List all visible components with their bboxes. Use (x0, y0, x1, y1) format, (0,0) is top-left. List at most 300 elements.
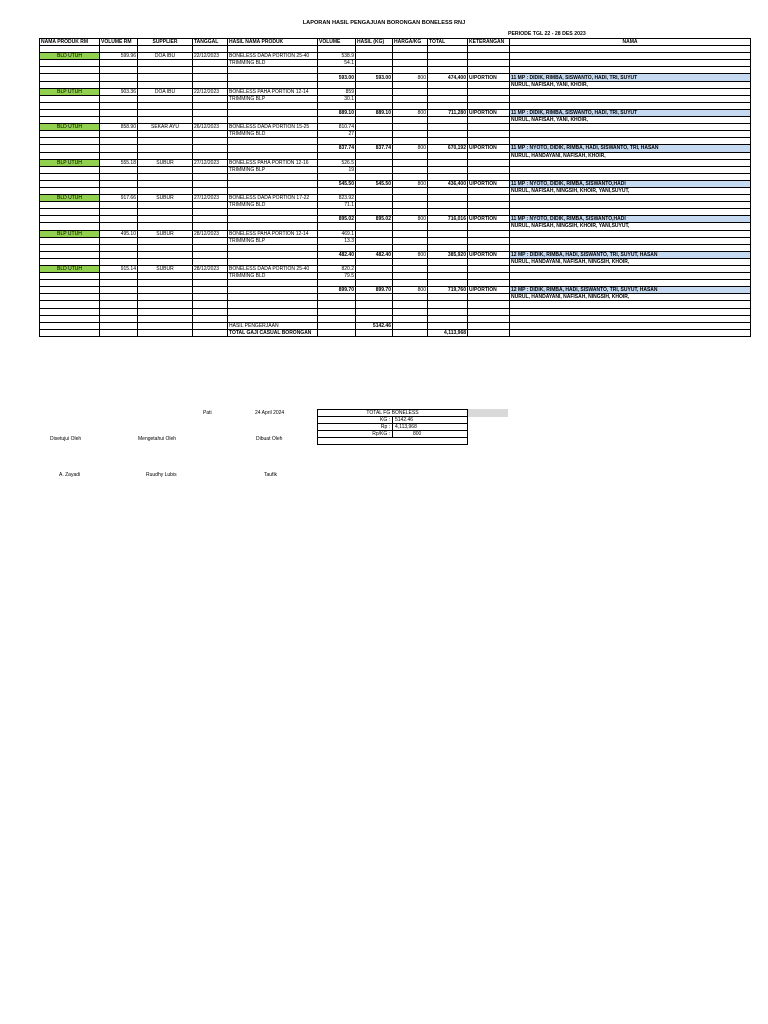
table-cell (468, 273, 510, 280)
table-cell (228, 251, 318, 258)
table-row (40, 230, 751, 237)
table-cell (468, 138, 510, 145)
table-row (40, 251, 751, 258)
result-kg: 482.40 (356, 251, 393, 258)
total-wage-value: 4,113,968 (428, 329, 468, 336)
table-cell (100, 67, 138, 74)
table-cell (393, 301, 428, 308)
column-header: TOTAL (428, 39, 468, 46)
supplier: DOA IBU (138, 53, 193, 60)
product-volume: 820.2 (318, 266, 356, 273)
table-cell (193, 237, 228, 244)
table-cell (318, 322, 356, 329)
table-cell (510, 173, 751, 180)
table-cell (193, 145, 228, 152)
remarks: U/PORTION (468, 251, 510, 258)
table-cell (393, 88, 428, 95)
table-cell (318, 67, 356, 74)
worker-names: 11 MP : NYOTO, DIDIK, RIMBA, HADI, SISWANTO, TRI, HASAN (510, 145, 751, 152)
table-cell (468, 60, 510, 67)
table-cell (318, 329, 356, 336)
table-cell (100, 251, 138, 258)
table-cell (100, 216, 138, 223)
table-cell (356, 237, 393, 244)
product-volume: 19 (318, 166, 356, 173)
approver-name: A. Zayadi (59, 472, 81, 478)
table-cell (510, 166, 751, 173)
table-cell (468, 102, 510, 109)
table-cell (100, 315, 138, 322)
table-cell (356, 166, 393, 173)
table-cell (510, 67, 751, 74)
column-header: KETERANGAN (468, 39, 510, 46)
table-cell (318, 117, 356, 124)
table-cell (393, 187, 428, 194)
product-name: TRIMMING BLP (228, 166, 318, 173)
table-cell (193, 287, 228, 294)
table-cell (100, 173, 138, 180)
table-cell (510, 60, 751, 67)
summary-rp-label: Rp : (318, 424, 393, 431)
table-cell (100, 60, 138, 67)
total-amount: 385,920 (428, 251, 468, 258)
table-cell (510, 280, 751, 287)
date: 28/12/2023 (193, 266, 228, 273)
table-cell (356, 258, 393, 265)
supplier: DOA IBU (138, 88, 193, 95)
table-cell (356, 46, 393, 53)
table-cell (393, 308, 428, 315)
table-cell (468, 244, 510, 251)
product-name: BONELESS DADA PORTION 17-22 (228, 195, 318, 202)
table-cell (393, 53, 428, 60)
price-per-kg: 800 (393, 145, 428, 152)
table-row (40, 95, 751, 102)
table-cell (428, 223, 468, 230)
product-name: BONELESS PAHA PORTION 12-16 (228, 159, 318, 166)
table-cell (228, 280, 318, 287)
table-cell (228, 74, 318, 81)
raw-material-name: BLD UTUH (40, 266, 100, 273)
table-cell (393, 237, 428, 244)
table-cell (100, 166, 138, 173)
summary-box (317, 409, 468, 445)
table-cell (468, 294, 510, 301)
table-cell (40, 81, 100, 88)
table-cell (193, 244, 228, 251)
table-cell (393, 173, 428, 180)
table-cell (428, 152, 468, 159)
table-cell (228, 308, 318, 315)
table-cell (510, 46, 751, 53)
table-row (40, 258, 751, 265)
table-cell (40, 287, 100, 294)
table-cell (138, 46, 193, 53)
column-header: HASIL NAMA PRODUK (228, 39, 318, 46)
raw-material-volume: 903.36 (100, 88, 138, 95)
table-cell (40, 95, 100, 102)
table-cell (393, 124, 428, 131)
table-cell (356, 230, 393, 237)
table-cell (356, 88, 393, 95)
table-cell (428, 322, 468, 329)
table-cell (428, 102, 468, 109)
supplier: SUBUR (138, 195, 193, 202)
summary-rpkg-value: 800 (393, 431, 468, 438)
table-cell (228, 152, 318, 159)
table-cell (428, 294, 468, 301)
table-cell (510, 138, 751, 145)
date: 27/12/2023 (193, 159, 228, 166)
table-cell (356, 159, 393, 166)
table-cell (40, 173, 100, 180)
table-cell (100, 117, 138, 124)
table-cell (393, 202, 428, 209)
table-cell (138, 187, 193, 194)
table-cell (193, 109, 228, 116)
table-cell (468, 322, 510, 329)
table-row (40, 124, 751, 131)
table-cell (193, 180, 228, 187)
table-cell (356, 244, 393, 251)
table-cell (393, 315, 428, 322)
table-cell (393, 60, 428, 67)
table-cell (468, 308, 510, 315)
table-cell (356, 266, 393, 273)
table-cell (468, 223, 510, 230)
summary-kg-label: KG : (318, 417, 393, 424)
table-cell (40, 131, 100, 138)
table-cell (40, 109, 100, 116)
approved-by-label: Disetujui Oleh (50, 436, 82, 442)
table-cell (40, 273, 100, 280)
report-period: PERIODE TGL 22 - 28 DES 2023 (508, 31, 586, 37)
table-cell (393, 294, 428, 301)
table-cell (40, 187, 100, 194)
table-cell (228, 258, 318, 265)
supplier: SUBUR (138, 266, 193, 273)
table-cell (193, 329, 228, 336)
table-cell (468, 301, 510, 308)
table-cell (393, 102, 428, 109)
table-cell (468, 95, 510, 102)
table-row (40, 166, 751, 173)
table-cell (318, 258, 356, 265)
product-volume: 30.1 (318, 95, 356, 102)
table-cell (393, 159, 428, 166)
table-cell (510, 230, 751, 237)
table-cell (318, 223, 356, 230)
table-cell (468, 46, 510, 53)
table-cell (468, 53, 510, 60)
table-row (40, 301, 751, 308)
table-cell (318, 173, 356, 180)
table-row (40, 117, 751, 124)
result-kg: 899.70 (356, 287, 393, 294)
worker-names: 11 MP : DIDIK, RIMBA, SISWANTO, HADI, TRI, SUYUT (510, 109, 751, 116)
report-title: LAPORAN HASIL PENGAJUAN BORONGAN BONELESS RNJ (302, 20, 466, 26)
table-cell (393, 230, 428, 237)
table-cell (228, 287, 318, 294)
table-row (40, 159, 751, 166)
table-cell (100, 223, 138, 230)
table-cell (40, 209, 100, 216)
table-cell (40, 138, 100, 145)
total-amount: 711,280 (428, 109, 468, 116)
product-volume: 526.5 (318, 159, 356, 166)
summary-title: TOTAL FG BONELESS (318, 410, 468, 417)
table-cell (510, 159, 751, 166)
summary-empty-row (318, 438, 468, 445)
table-cell (318, 294, 356, 301)
product-volume: 859 (318, 88, 356, 95)
total-volume: 895.02 (318, 216, 356, 223)
table-cell (468, 209, 510, 216)
table-cell (318, 152, 356, 159)
worker-names: NURUL, NAFISAH, NINGSIH, KHOIR, YANI,SUYUT, (510, 187, 751, 194)
summary-kg-value: 5142.46 (393, 417, 468, 424)
table-cell (468, 315, 510, 322)
total-volume: 889.10 (318, 109, 356, 116)
table-cell (193, 131, 228, 138)
total-amount: 716,016 (428, 216, 468, 223)
worker-names: NURUL, NAFISAH, YANI, KHOIR, (510, 117, 751, 124)
table-cell (138, 308, 193, 315)
table-cell (138, 280, 193, 287)
price-per-kg: 800 (393, 251, 428, 258)
table-cell (356, 102, 393, 109)
table-cell (468, 166, 510, 173)
table-row (40, 322, 751, 329)
table-row (40, 145, 751, 152)
worker-names: 11 MP : DIDIK, RIMBA, SISWANTO, HADI, TRI, SUYUT (510, 74, 751, 81)
table-cell (100, 180, 138, 187)
product-volume: 54.1 (318, 60, 356, 67)
total-volume: 593.00 (318, 74, 356, 81)
table-cell (428, 280, 468, 287)
product-name: TRIMMING BLD (228, 273, 318, 280)
table-cell (138, 237, 193, 244)
table-row (40, 266, 751, 273)
result-kg: 895.02 (356, 216, 393, 223)
table-cell (468, 67, 510, 74)
prepared-by-label: Dibuat Oleh (256, 436, 283, 442)
table-cell (193, 187, 228, 194)
table-cell (40, 145, 100, 152)
total-volume: 482.40 (318, 251, 356, 258)
supplier: SEKAR AYU (138, 124, 193, 131)
result-kg: 889.10 (356, 109, 393, 116)
summary-rpkg-label: Rp/KG : (318, 431, 393, 438)
table-cell (40, 294, 100, 301)
column-header: SUPPLIER (138, 39, 193, 46)
table-cell (318, 209, 356, 216)
table-cell (138, 95, 193, 102)
table-cell (356, 53, 393, 60)
table-cell (193, 209, 228, 216)
product-volume: 823.92 (318, 195, 356, 202)
raw-material-volume: 858.90 (100, 124, 138, 131)
table-cell (468, 329, 510, 336)
table-cell (356, 294, 393, 301)
table-cell (193, 308, 228, 315)
table-cell (138, 81, 193, 88)
table-cell (100, 308, 138, 315)
table-cell (228, 138, 318, 145)
table-cell (193, 223, 228, 230)
table-cell (40, 117, 100, 124)
table-cell (393, 273, 428, 280)
table-cell (428, 258, 468, 265)
table-cell (428, 301, 468, 308)
table-cell (100, 322, 138, 329)
table-row (40, 244, 751, 251)
table-cell (100, 95, 138, 102)
table-cell (468, 187, 510, 194)
table-cell (100, 138, 138, 145)
table-cell (393, 152, 428, 159)
table-cell (138, 138, 193, 145)
table-cell (428, 173, 468, 180)
table-cell (228, 46, 318, 53)
table-cell (100, 202, 138, 209)
table-cell (428, 95, 468, 102)
table-cell (393, 258, 428, 265)
table-cell (318, 244, 356, 251)
table-cell (356, 117, 393, 124)
table-cell (193, 301, 228, 308)
table-cell (356, 195, 393, 202)
worker-names: 12 MP : DIDIK, RIMBA, HADI, SISWANTO, TRI, SUYUT, HASAN (510, 287, 751, 294)
signature-place: Pati (203, 410, 212, 416)
table-cell (356, 223, 393, 230)
product-volume: 13.3 (318, 237, 356, 244)
table-cell (138, 152, 193, 159)
product-name: BONELESS PAHA PORTION 12-14 (228, 88, 318, 95)
table-cell (468, 117, 510, 124)
table-cell (468, 266, 510, 273)
table-cell (393, 131, 428, 138)
table-cell (228, 294, 318, 301)
table-cell (468, 159, 510, 166)
table-cell (100, 258, 138, 265)
table-cell (100, 187, 138, 194)
supplier: SUBUR (138, 159, 193, 166)
table-cell (393, 166, 428, 173)
table-row (40, 223, 751, 230)
table-cell (356, 173, 393, 180)
table-cell (428, 124, 468, 131)
table-cell (40, 301, 100, 308)
table-cell (356, 95, 393, 102)
table-cell (40, 67, 100, 74)
table-cell (468, 173, 510, 180)
raw-material-volume: 599.96 (100, 53, 138, 60)
table-cell (100, 301, 138, 308)
table-row (40, 216, 751, 223)
table-cell (428, 159, 468, 166)
table-cell (468, 81, 510, 88)
column-header: HARGA/KG (393, 39, 428, 46)
table-cell (318, 81, 356, 88)
table-cell (318, 138, 356, 145)
product-name: BONELESS DADA PORTION 15-25 (228, 124, 318, 131)
table-cell (193, 216, 228, 223)
table-cell (193, 102, 228, 109)
date: 27/12/2023 (193, 195, 228, 202)
report-table (39, 38, 751, 337)
table-cell (428, 308, 468, 315)
table-cell (100, 74, 138, 81)
date: 26/12/2023 (193, 124, 228, 131)
table-row (40, 138, 751, 145)
signature-date: 24 April 2024 (255, 410, 285, 416)
date: 22/12/2023 (193, 53, 228, 60)
table-cell (228, 180, 318, 187)
table-cell (100, 280, 138, 287)
table-cell (510, 244, 751, 251)
product-name: BONELESS DADA PORTION 25-40 (228, 266, 318, 273)
column-header: HASIL (KG) (356, 39, 393, 46)
table-row (40, 46, 751, 53)
table-cell (356, 301, 393, 308)
table-cell (228, 117, 318, 124)
table-cell (138, 166, 193, 173)
table-cell (428, 315, 468, 322)
table-cell (356, 187, 393, 194)
table-cell (356, 60, 393, 67)
total-amount: 719,760 (428, 287, 468, 294)
total-volume: 837.74 (318, 145, 356, 152)
raw-material-volume: 495.10 (100, 230, 138, 237)
table-cell (193, 74, 228, 81)
table-row (40, 195, 751, 202)
column-header: NAMA PRODUK RM (40, 39, 100, 46)
table-cell (318, 315, 356, 322)
table-cell (138, 74, 193, 81)
table-cell (510, 88, 751, 95)
table-cell (193, 280, 228, 287)
result-value: 5142.46 (356, 322, 393, 329)
table-cell (356, 138, 393, 145)
table-cell (193, 258, 228, 265)
product-name: BONELESS PAHA PORTION 12-14 (228, 230, 318, 237)
table-cell (228, 109, 318, 116)
table-cell (138, 209, 193, 216)
table-cell (428, 117, 468, 124)
table-cell (510, 315, 751, 322)
table-cell (468, 202, 510, 209)
table-cell (100, 152, 138, 159)
remarks: U/PORTION (468, 216, 510, 223)
table-cell (428, 60, 468, 67)
table-cell (428, 209, 468, 216)
table-row (40, 180, 751, 187)
table-cell (356, 315, 393, 322)
table-cell (138, 67, 193, 74)
table-cell (356, 329, 393, 336)
table-cell (100, 209, 138, 216)
price-per-kg: 800 (393, 287, 428, 294)
table-row (40, 237, 751, 244)
table-cell (138, 322, 193, 329)
table-cell (40, 216, 100, 223)
remarks: U/PORTION (468, 145, 510, 152)
table-cell (228, 223, 318, 230)
table-cell (40, 322, 100, 329)
table-cell (468, 280, 510, 287)
table-cell (100, 145, 138, 152)
